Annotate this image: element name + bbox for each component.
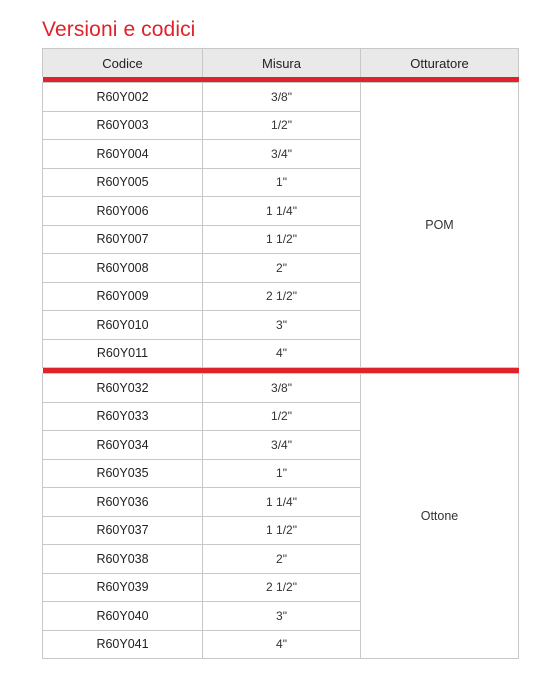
column-header-misura: Misura: [203, 49, 361, 78]
codice-cell: R60Y002: [43, 83, 203, 112]
codice-cell: R60Y040: [43, 602, 203, 631]
codice-cell: R60Y005: [43, 168, 203, 197]
misura-cell: 1 1/2": [203, 225, 361, 254]
codice-cell: R60Y037: [43, 516, 203, 545]
misura-cell: 1/2": [203, 111, 361, 140]
table-header-row: [43, 49, 519, 78]
misura-cell: 3": [203, 602, 361, 631]
column-header-codice: Codice: [43, 49, 203, 78]
misura-cell: 2 1/2": [203, 282, 361, 311]
codice-cell: R60Y034: [43, 431, 203, 460]
misura-cell: 3/8": [203, 83, 361, 112]
misura-cell: 3/4": [203, 140, 361, 169]
misura-cell: 1 1/4": [203, 488, 361, 517]
misura-cell: 1 1/4": [203, 197, 361, 226]
codice-cell: R60Y035: [43, 459, 203, 488]
codice-cell: R60Y004: [43, 140, 203, 169]
codice-cell: R60Y039: [43, 573, 203, 602]
misura-cell: 2": [203, 254, 361, 283]
misura-cell: 1/2": [203, 402, 361, 431]
misura-cell: 3/8": [203, 374, 361, 403]
misura-cell: 4": [203, 339, 361, 368]
misura-cell: 1": [203, 459, 361, 488]
page-title: Versioni e codici: [42, 18, 196, 41]
table-row: [43, 83, 519, 112]
misura-cell: 1": [203, 168, 361, 197]
codice-cell: R60Y036: [43, 488, 203, 517]
codice-cell: R60Y038: [43, 545, 203, 574]
otturatore-cell: Ottone: [361, 374, 519, 659]
versions-table: [42, 48, 518, 659]
codice-cell: R60Y032: [43, 374, 203, 403]
codice-cell: R60Y033: [43, 402, 203, 431]
codice-cell: R60Y009: [43, 282, 203, 311]
codice-cell: R60Y010: [43, 311, 203, 340]
misura-cell: 2": [203, 545, 361, 574]
codice-cell: R60Y008: [43, 254, 203, 283]
otturatore-cell: POM: [361, 83, 519, 368]
table-row: [43, 374, 519, 403]
misura-cell: 2 1/2": [203, 573, 361, 602]
codice-cell: R60Y041: [43, 630, 203, 659]
misura-cell: 1 1/2": [203, 516, 361, 545]
codice-cell: R60Y006: [43, 197, 203, 226]
codice-cell: R60Y011: [43, 339, 203, 368]
codice-cell: R60Y003: [43, 111, 203, 140]
column-header-otturatore: Otturatore: [361, 49, 519, 78]
codice-cell: R60Y007: [43, 225, 203, 254]
misura-cell: 3/4": [203, 431, 361, 460]
misura-cell: 3": [203, 311, 361, 340]
misura-cell: 4": [203, 630, 361, 659]
